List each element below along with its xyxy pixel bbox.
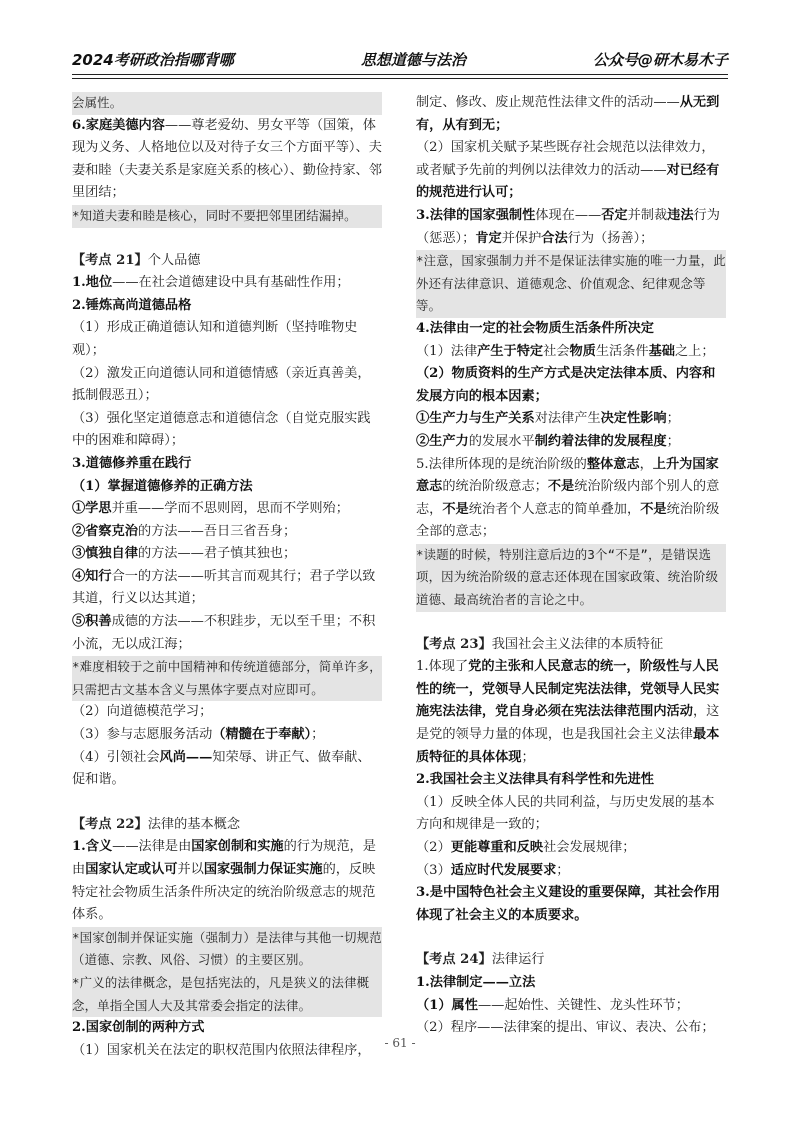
section-heading-23: 【考点 23】我国社会主义法律的本质特征 <box>416 636 664 652</box>
header-rule-thick <box>72 74 728 75</box>
list-item: （2）物质资料的生产方式是决定法律本质、内容和发展方向的根本因素； <box>416 366 716 404</box>
note-highlight: *注意，国家强制力并不是保证法律实施的唯一力量，此外还有法律意识、道德观念、价值观念、纪律观念等等。 <box>416 250 726 318</box>
list-item: ①生产力与生产关系对法律产生决定性影响； <box>416 411 680 427</box>
list-item: （1）属性——起始性、关键性、龙头性环节； <box>416 997 689 1013</box>
method-item: ⑤积善成德的方法——不积跬步，无以至千里；不积小流，无以成江海； <box>72 614 376 652</box>
list-item: 2.锤炼高尚道德品格 <box>72 297 192 313</box>
note-highlight: *知道夫妻和睦是核心，同时不要把邻里团结漏掉。 <box>72 205 382 228</box>
note-highlight: *广义的法律概念，是包括宪法的，凡是狭义的法律概念，单指全国人大及其常委会指定的法律。 <box>72 972 382 1017</box>
list-item: 2.我国社会主义法律具有科学性和先进性 <box>416 772 654 788</box>
header-rule-thin <box>72 78 728 79</box>
list-item: （1）法律产生于特定社会物质生活条件基础之上； <box>416 343 715 359</box>
header-title: 2024考研政治指哪背哪 <box>72 51 234 69</box>
page-header <box>72 40 728 70</box>
note-highlight: *国家创制并保证实施（强制力）是法律与其他一切规范（道德、宗教、风俗、习惯）的主要区别。 <box>72 927 382 972</box>
list-item: （1）掌握道德修养的正确方法 <box>72 478 253 494</box>
list-item: 1.体现了党的主张和人民意志的统一，阶级性与人民性的统一，党领导人民制定宪法法律，党领导人民实施宪法法律，党自身必须在宪法法律范围内活动，这是党的领导力量的体现，也是我国社会主义法律最本质特征的具体体现； <box>416 659 720 765</box>
left-column <box>72 92 382 1062</box>
header-chapter: 思想道德与法治 <box>360 51 466 69</box>
list-item: 5.法律所体现的是统治阶级的整体意志，上升为国家意志的统治阶级意志；不是统治阶级内部个别人的意志，不是统治者个人意志的简单叠加，不是统治阶级全部的意志； <box>416 456 720 540</box>
list-item: 3.法律的国家强制性体现在——否定并制裁违法行为（惩恶）；肯定并保护合法行为（扬善）； <box>416 207 720 246</box>
list-item: （3）适应时代发展要求； <box>416 862 570 878</box>
list-item: （3）强化坚定道德意志和道德信念（自觉克服实践中的困难和障碍）； <box>72 410 371 449</box>
method-item: ④知行合一的方法——听其言而观其行；君子学以致其道，行义以达其道； <box>72 568 376 607</box>
list-item: 3.是中国特色社会主义建设的重要保障，其社会作用体现了社会主义的本质要求。 <box>416 885 720 923</box>
list-item: （4）引领社会风尚——知荣辱、讲正气、做奉献、促和谐。 <box>72 749 371 788</box>
list-item: （1）国家机关在法定的职权范围内依照法律程序， <box>72 1042 371 1058</box>
note-highlight: *难度相较于之前中国精神和传统道德部分，简单许多，只需把古文基本含义与黑体字要点对应即可。 <box>72 656 382 701</box>
section-heading-22: 【考点 22】法律的基本概念 <box>72 816 241 832</box>
list-item: 1.法律制定——立法 <box>416 974 536 990</box>
list-item: （2）程序——法律案的提出、审议、表决、公布； <box>416 1020 715 1036</box>
note-highlight: *读题的时候，特别注意后边的3个“不是”，是错误选项，因为统治阶级的意志还体现在国家政策、统治阶级道德、最高统治者的言论之中。 <box>416 544 726 612</box>
list-item: （3）参与志愿服务活动（精髓在于奉献）； <box>72 727 325 743</box>
section-heading-21: 【考点 21】个人品德 <box>72 252 201 268</box>
list-item: （2）向道德模范学习； <box>72 704 213 720</box>
method-item: ②省察克治的方法——吾日三省吾身； <box>72 523 297 539</box>
header-account: 公众号@研木易木子 <box>592 51 728 69</box>
method-item: ①学思并重——学而不思则罔，思而不学则殆； <box>72 501 349 517</box>
page-number: - 61 - <box>384 1036 416 1050</box>
family-virtue-item: 6.家庭美德内容——尊老爱幼、男女平等（国策，体现为义务、人格地位以及对待子女三个方面平等）、夫妻和睦（夫妻关系是家庭关系的核心）、勤俭持家、邻里团结； <box>72 117 382 201</box>
list-item: 3.道德修养重在践行 <box>72 455 192 471</box>
method-item: ③慎独自律的方法——君子慎其独也； <box>72 546 297 562</box>
list-item: ②生产力的发展水平制约着法律的发展程度； <box>416 433 680 449</box>
law-definition: 1.含义——法律是由国家创制和实施的行为规范，是由国家认定或认可并以国家强制力保证实施的，反映特定社会物质生活条件所决定的统治阶级意志的规范体系。 <box>72 839 376 923</box>
continued-line: 会属性。 <box>72 92 382 115</box>
list-item: （1）形成正确道德认知和道德判断（坚持唯物史观）； <box>72 320 358 358</box>
list-item: （2）更能尊重和反映社会发展规律； <box>416 840 636 855</box>
list-item: （2）国家机关赋予某些既存社会规范以法律效力，或者赋予先前的判例以法律效力的活动——对已经有的规范进行认可； <box>416 140 720 201</box>
list-item: 2.国家创制的两种方式 <box>72 1020 205 1036</box>
list-item: （1）反映全体人民的共同利益，与历史发展的基本方向和规律是一致的； <box>416 794 715 833</box>
list-item: 4.法律由一定的社会物质生活条件所决定 <box>416 320 654 336</box>
section-heading-24: 【考点 24】法律运行 <box>416 952 545 968</box>
list-item: （2）激发正向道德认同和道德情感（亲近真善美，抵制假恶丑）； <box>72 365 371 404</box>
right-column <box>416 92 726 1040</box>
list-item: 制定、修改、废止规范性法律文件的活动——从无到有，从有到无； <box>416 95 720 133</box>
list-item: 1.地位——在社会道德建设中具有基础性作用； <box>72 275 350 291</box>
